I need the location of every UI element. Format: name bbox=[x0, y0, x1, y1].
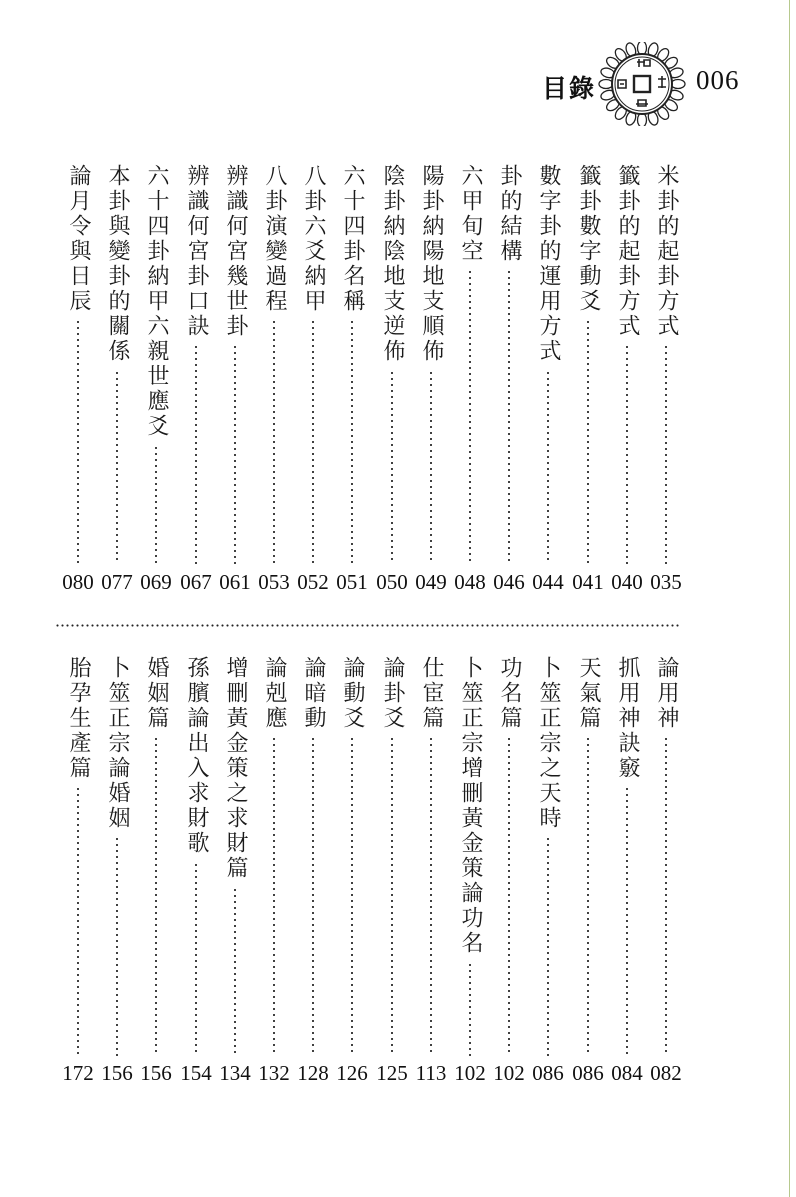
toc-entry[interactable] bbox=[376, 164, 408, 602]
leader-dots bbox=[665, 736, 667, 1056]
toc-entry-title: 陰卦納陰地支逆佈 bbox=[380, 164, 405, 364]
toc-entry[interactable] bbox=[572, 656, 604, 1093]
toc-entry[interactable] bbox=[454, 656, 486, 1093]
leader-dots bbox=[116, 836, 118, 1056]
toc-entry-title: 功名篇 bbox=[497, 656, 522, 731]
toc-entry-title: 卜筮正宗論婚姻 bbox=[105, 656, 130, 831]
toc-entry-title: 籤卦的起卦方式 bbox=[615, 164, 640, 339]
toc-entry-title: 胎孕生產篇 bbox=[66, 656, 91, 781]
toc-entry-page: 082 bbox=[650, 1061, 682, 1085]
toc-entry[interactable] bbox=[101, 164, 133, 602]
leader-dots bbox=[273, 319, 275, 564]
toc-entry[interactable] bbox=[336, 656, 368, 1093]
toc-entry-page: 053 bbox=[258, 570, 290, 594]
toc-entry-title: 八卦六爻納甲 bbox=[301, 164, 326, 314]
toc-entry-title: 論剋應 bbox=[262, 656, 287, 731]
section-divider bbox=[55, 624, 680, 627]
toc-entry[interactable] bbox=[493, 656, 525, 1093]
toc-entry-title: 抓用神訣竅 bbox=[615, 656, 640, 781]
toc-entry-page: 041 bbox=[572, 570, 604, 594]
toc-entry-page: 046 bbox=[493, 570, 525, 594]
toc-entry-page: 102 bbox=[454, 1061, 486, 1085]
leader-dots bbox=[430, 370, 432, 564]
leader-dots bbox=[587, 736, 589, 1056]
leader-dots bbox=[155, 736, 157, 1056]
toc-entry-title: 卜筮正宗之天時 bbox=[536, 656, 561, 831]
toc-entry-title: 陽卦納陽地支順佈 bbox=[419, 164, 444, 364]
toc-entry[interactable] bbox=[572, 164, 604, 602]
toc-entry[interactable] bbox=[219, 164, 251, 602]
toc-entry-title: 數字卦的運用方式 bbox=[536, 164, 561, 364]
toc-entry[interactable] bbox=[219, 656, 251, 1093]
leader-dots bbox=[273, 736, 275, 1056]
toc-entry-page: 172 bbox=[62, 1061, 94, 1085]
toc-entry-title: 婚姻篇 bbox=[144, 656, 169, 731]
leader-dots bbox=[587, 319, 589, 564]
toc-entry-title: 論卦爻 bbox=[380, 656, 405, 731]
toc-entry-page: 051 bbox=[336, 570, 368, 594]
leader-dots bbox=[195, 862, 197, 1056]
leader-dots bbox=[626, 786, 628, 1056]
leader-dots bbox=[195, 344, 197, 564]
toc-entry[interactable] bbox=[454, 164, 486, 602]
toc-entry-page: 035 bbox=[650, 570, 682, 594]
toc-entry-title: 籤卦數字動爻 bbox=[576, 164, 601, 314]
leader-dots bbox=[116, 370, 118, 564]
toc-entry-title: 米卦的起卦方式 bbox=[654, 164, 679, 339]
toc-entry-title: 天氣篇 bbox=[576, 656, 601, 731]
toc-entry-page: 086 bbox=[532, 1061, 564, 1085]
toc-entry-title: 增刪黃金策之求財篇 bbox=[223, 656, 248, 881]
leader-dots bbox=[351, 736, 353, 1056]
toc-entry-page: 086 bbox=[572, 1061, 604, 1085]
leader-dots bbox=[77, 786, 79, 1056]
page-title: 目錄 bbox=[542, 74, 597, 103]
toc-entry[interactable] bbox=[415, 164, 447, 602]
leader-dots bbox=[508, 269, 510, 564]
toc-entry[interactable] bbox=[62, 656, 94, 1093]
toc-entry[interactable] bbox=[140, 656, 172, 1093]
toc-entry-page: 128 bbox=[297, 1061, 329, 1085]
page-edge-rule bbox=[789, 0, 790, 1197]
leader-dots bbox=[312, 736, 314, 1056]
toc-entry[interactable] bbox=[532, 164, 564, 602]
toc-entry-page: 050 bbox=[376, 570, 408, 594]
toc-entry-title: 六十四卦納甲六親世應爻 bbox=[144, 164, 169, 439]
leader-dots bbox=[234, 887, 236, 1056]
toc-entry-page: 156 bbox=[101, 1061, 133, 1085]
toc-entry-title: 卦的結構 bbox=[497, 164, 522, 264]
leader-dots bbox=[430, 736, 432, 1056]
page-number: 006 bbox=[696, 65, 740, 95]
page-header bbox=[530, 42, 760, 122]
toc-entry[interactable] bbox=[101, 656, 133, 1093]
toc-entry-page: 069 bbox=[140, 570, 172, 594]
toc-entry[interactable] bbox=[532, 656, 564, 1093]
leader-dots bbox=[391, 736, 393, 1056]
leader-dots bbox=[469, 269, 471, 564]
toc-entry[interactable] bbox=[297, 656, 329, 1093]
toc-entry[interactable] bbox=[611, 656, 643, 1093]
toc-entry-page: 125 bbox=[376, 1061, 408, 1085]
toc-entry[interactable] bbox=[611, 164, 643, 602]
toc-entry-title: 辨識何宮卦口訣 bbox=[184, 164, 209, 339]
toc-entry-page: 084 bbox=[611, 1061, 643, 1085]
toc-entry-page: 132 bbox=[258, 1061, 290, 1085]
toc-entry-title: 辨識何宮幾世卦 bbox=[223, 164, 248, 339]
toc-entry-page: 126 bbox=[336, 1061, 368, 1085]
toc-entry-title: 仕宦篇 bbox=[419, 656, 444, 731]
toc-entry-page: 061 bbox=[219, 570, 251, 594]
leader-dots bbox=[77, 319, 79, 564]
leader-dots bbox=[626, 344, 628, 564]
leader-dots bbox=[508, 736, 510, 1056]
toc-entry-page: 052 bbox=[297, 570, 329, 594]
leader-dots bbox=[351, 319, 353, 564]
toc-entry-page: 067 bbox=[180, 570, 212, 594]
toc-entry-title: 論動爻 bbox=[340, 656, 365, 731]
toc-entry[interactable] bbox=[180, 164, 212, 602]
leader-dots bbox=[234, 344, 236, 564]
toc-entry-title: 卜筮正宗增刪黃金策論功名 bbox=[458, 656, 483, 956]
toc-entry-page: 077 bbox=[101, 570, 133, 594]
toc-entry-title: 八卦演變過程 bbox=[262, 164, 287, 314]
toc-entry-page: 113 bbox=[415, 1061, 447, 1085]
toc-entry-page: 134 bbox=[219, 1061, 251, 1085]
toc-entry[interactable] bbox=[180, 656, 212, 1093]
toc-entry-page: 048 bbox=[454, 570, 486, 594]
toc-entry-page: 044 bbox=[532, 570, 564, 594]
toc-entry-title: 論暗動 bbox=[301, 656, 326, 731]
toc-entry-page: 080 bbox=[62, 570, 94, 594]
toc-entry[interactable] bbox=[376, 656, 408, 1093]
toc-entry[interactable] bbox=[650, 656, 682, 1093]
toc-entry-page: 102 bbox=[493, 1061, 525, 1085]
toc-entry-title: 六甲旬空 bbox=[458, 164, 483, 264]
toc-entry[interactable] bbox=[336, 164, 368, 602]
toc-entry[interactable] bbox=[258, 656, 290, 1093]
toc-entry[interactable] bbox=[258, 164, 290, 602]
toc-entry[interactable] bbox=[62, 164, 94, 602]
toc-entry[interactable] bbox=[650, 164, 682, 602]
leader-dots bbox=[312, 319, 314, 564]
toc-entry-page: 154 bbox=[180, 1061, 212, 1085]
toc-entry[interactable] bbox=[415, 656, 447, 1093]
toc-entry-title: 六十四卦名稱 bbox=[340, 164, 365, 314]
toc-entry[interactable] bbox=[297, 164, 329, 602]
leader-dots bbox=[665, 344, 667, 564]
toc-entry-page: 040 bbox=[611, 570, 643, 594]
leader-dots bbox=[547, 836, 549, 1056]
toc-entry-title: 論用神 bbox=[654, 656, 679, 731]
leader-dots bbox=[469, 962, 471, 1056]
toc-entry-title: 孫臏論出入求財歌 bbox=[184, 656, 209, 856]
toc-entry-page: 156 bbox=[140, 1061, 172, 1085]
leader-dots bbox=[155, 445, 157, 564]
toc-entry[interactable] bbox=[493, 164, 525, 602]
toc-entry-title: 論月令與日辰 bbox=[66, 164, 91, 314]
toc-entry-title: 本卦與變卦的關係 bbox=[105, 164, 130, 364]
toc-entry-page: 049 bbox=[415, 570, 447, 594]
toc-entry[interactable] bbox=[140, 164, 172, 602]
leader-dots bbox=[547, 370, 549, 564]
coin-emblem-icon bbox=[598, 42, 686, 126]
leader-dots bbox=[391, 370, 393, 564]
